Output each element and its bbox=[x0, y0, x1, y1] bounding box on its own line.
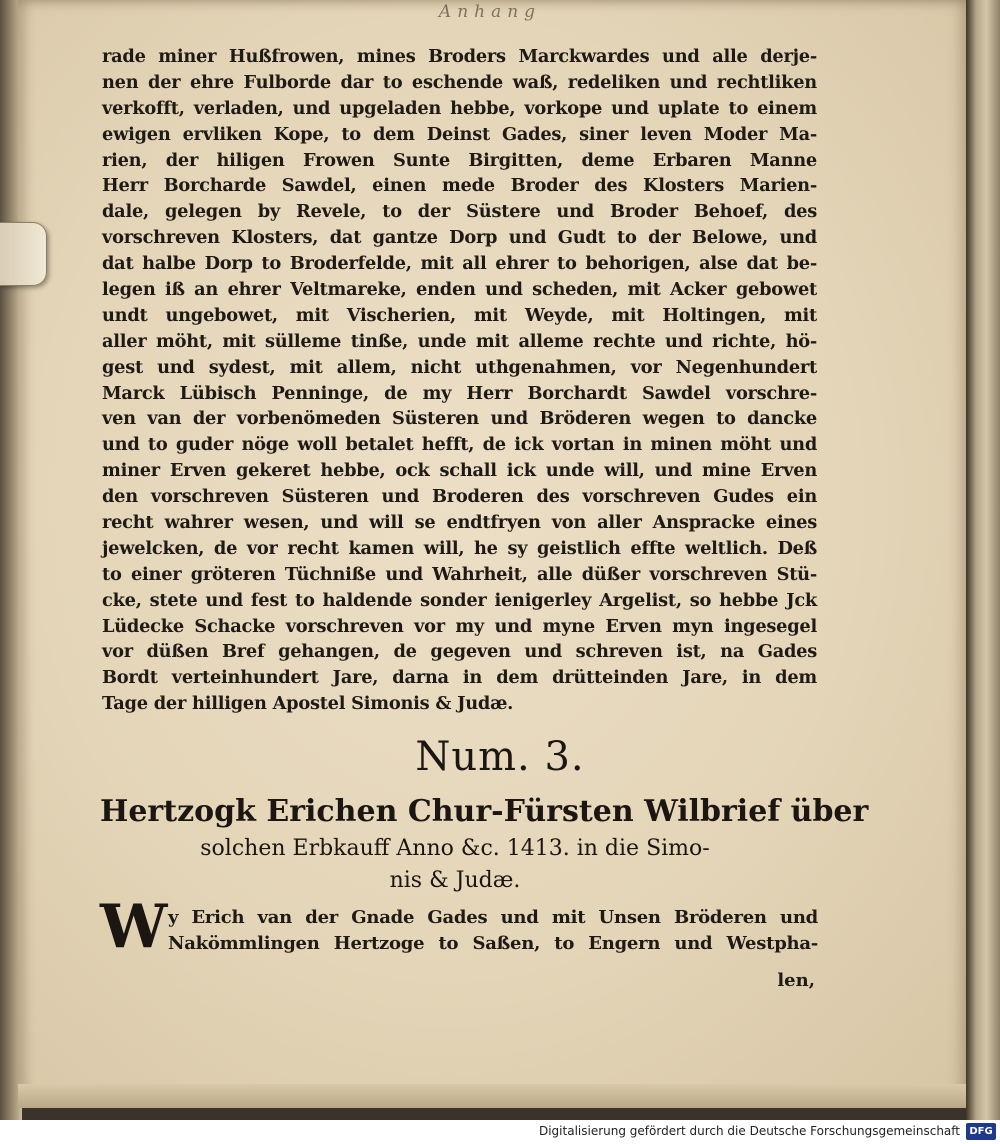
text-line: gest und sydest, mit allem, nicht uthgenahmen, vor Negenhundert bbox=[102, 356, 817, 378]
text-line: Nakömmlingen Hertzoge to Saßen, to Engern und Westpha- bbox=[168, 932, 818, 954]
section-title-line-2: solchen Erbkauff Anno &c. 1413. in die Simo- bbox=[200, 836, 710, 861]
text-line: legen iß an ehrer Veltmareke, enden und scheden, mit Acker gebowet bbox=[102, 279, 817, 301]
footer-credit: Digitalisierung gefördert durch die Deutsche Forschungsgemeinschaft bbox=[538, 1124, 960, 1138]
text-line: verkofft, verladen, und upgeladen hebbe, vorkope und uplate to einem bbox=[102, 97, 817, 119]
text-line: Herr Borcharde Sawdel, einen mede Broder des Klosters Marien- bbox=[102, 175, 817, 197]
text-line: ven van der vorbenömeden Süsteren und Bröderen wegen to dancke bbox=[102, 408, 817, 430]
text-line: rien, der hiligen Frowen Sunte Birgitten, deme Erbaren Manne bbox=[102, 149, 817, 171]
text-line: cke, stete und fest to haldende sonder ienigerley Argelist, so hebbe Jck bbox=[102, 589, 817, 611]
running-head: Anhang bbox=[438, 2, 542, 22]
text-line: Bordt verteinhundert Jare, darna in dem drütteinden Jare, in dem bbox=[102, 667, 817, 689]
text-line: aller möht, mit sülleme tinße, unde mit alleme rechte und richte, hö- bbox=[102, 330, 817, 352]
text-line: Tage der hilligen Apostel Simonis & Judæ. bbox=[102, 693, 514, 715]
text-line: to einer gröteren Tüchnißе und Wahrheit, alle düßer vorschreven Stü- bbox=[102, 563, 817, 585]
section-number: Num. 3. bbox=[415, 734, 585, 780]
text-line: undt ungebowet, mit Vischerien, mit Weyde, mit Holtingen, mit bbox=[102, 304, 817, 326]
text-line: den vorschreven Süsteren und Broderen des vorschreven Gudes ein bbox=[102, 486, 817, 508]
text-line: recht wahrer wesen, und will se endtfryen von aller Anspracke eines bbox=[102, 512, 817, 534]
text-line: y Erich van der Gnade Gades und mit Unsen Bröderen und bbox=[168, 907, 818, 928]
text-line: Lüdecke Schacke vorschreven vor my und myne Erven myn ingesegel bbox=[102, 615, 817, 637]
bookmark-tab bbox=[0, 222, 47, 286]
text-line: miner Erven gekeret hebbe, ock schall ick unde will, und mine Erven bbox=[102, 460, 817, 482]
section-title-line-1: Hertzogk Erichen Chur-Fürsten Wilbrief über bbox=[100, 794, 869, 829]
catchword: len, bbox=[777, 970, 815, 991]
section-title-line-3: nis & Judæ. bbox=[389, 868, 521, 893]
text-line: und to guder nöge woll betalet hefft, de ick vortan in minen möht und bbox=[102, 434, 817, 456]
dfg-logo: DFG bbox=[966, 1123, 996, 1140]
text-line: jewelcken, de vor recht kamen will, he sy geistlich effte weltlich. Deß bbox=[102, 537, 817, 559]
section-body-text bbox=[168, 905, 818, 957]
drop-cap: W bbox=[100, 892, 168, 962]
text-line: ewigen ervliken Kope, to dem Deinst Gades, siner leven Moder Ma- bbox=[102, 123, 817, 145]
text-line: Marck Lübisch Penninge, de my Herr Borchardt Sawdel vorschre- bbox=[102, 382, 817, 404]
text-line: vor düßen Bref gehangen, de gegeven und schreven ist, na Gades bbox=[102, 641, 817, 663]
page-bottom-edge bbox=[18, 1084, 970, 1108]
right-page-stack bbox=[966, 0, 1000, 1120]
body-text bbox=[102, 44, 817, 717]
text-line: nen der ehre Fulborde dar to eschende waß, redeliken und rechtliken bbox=[102, 71, 817, 93]
text-line: vorschreven Klosters, dat gantze Dorp und Gudt to der Belowe, und bbox=[102, 227, 817, 249]
text-line: rade miner Hußfrowen, mines Broders Marckwardes und alle derje- bbox=[102, 46, 817, 67]
footer-bar bbox=[0, 1120, 1000, 1144]
text-line: dale, gelegen by Revele, to der Süstere und Broder Behoef, des bbox=[102, 201, 817, 223]
text-line: dat halbe Dorp to Broderfelde, mit all ehrer to behorigen, alse dat be- bbox=[102, 253, 817, 275]
